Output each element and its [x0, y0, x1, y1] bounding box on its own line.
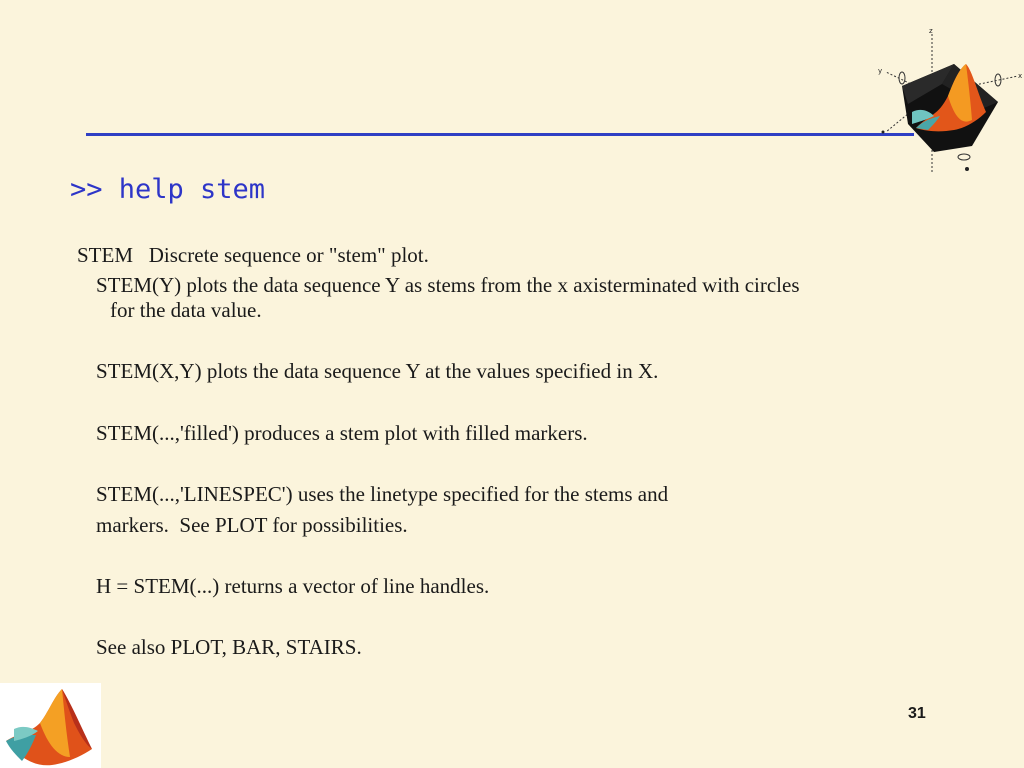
help-line-filled: STEM(...,'filled') produces a stem plot with filled markers. [96, 421, 588, 445]
page-number: 31 [908, 705, 926, 722]
help-line-linespec: STEM(...,'LINESPEC') uses the linetype specified for the stems and [96, 482, 669, 506]
matlab-membrane-icon [0, 683, 101, 768]
help-line-see-also: See also PLOT, BAR, STAIRS. [96, 635, 362, 659]
help-line-stem-y-continued: for the data value. [110, 298, 262, 322]
x-axis-label: x [1018, 72, 1023, 80]
matlab-cube-logo-icon [872, 24, 1024, 176]
title-divider [86, 133, 914, 136]
help-line-handles: H = STEM(...) returns a vector of line handles. [96, 574, 490, 598]
matlab-logo-area [0, 683, 101, 768]
help-line-linespec-continued: markers. See PLOT for possibilities. [96, 513, 408, 537]
z-axis-label: z [929, 27, 933, 35]
help-line-summary: STEM Discrete sequence or "stem" plot. [77, 243, 429, 267]
command-prompt: >> help stem [70, 174, 266, 205]
y-axis-label: y [878, 67, 883, 75]
help-line-stem-y: STEM(Y) plots the data sequence Y as stems from the x axisterminated with circles [96, 273, 800, 297]
help-line-stem-xy: STEM(X,Y) plots the data sequence Y at the values specified in X. [96, 359, 659, 383]
